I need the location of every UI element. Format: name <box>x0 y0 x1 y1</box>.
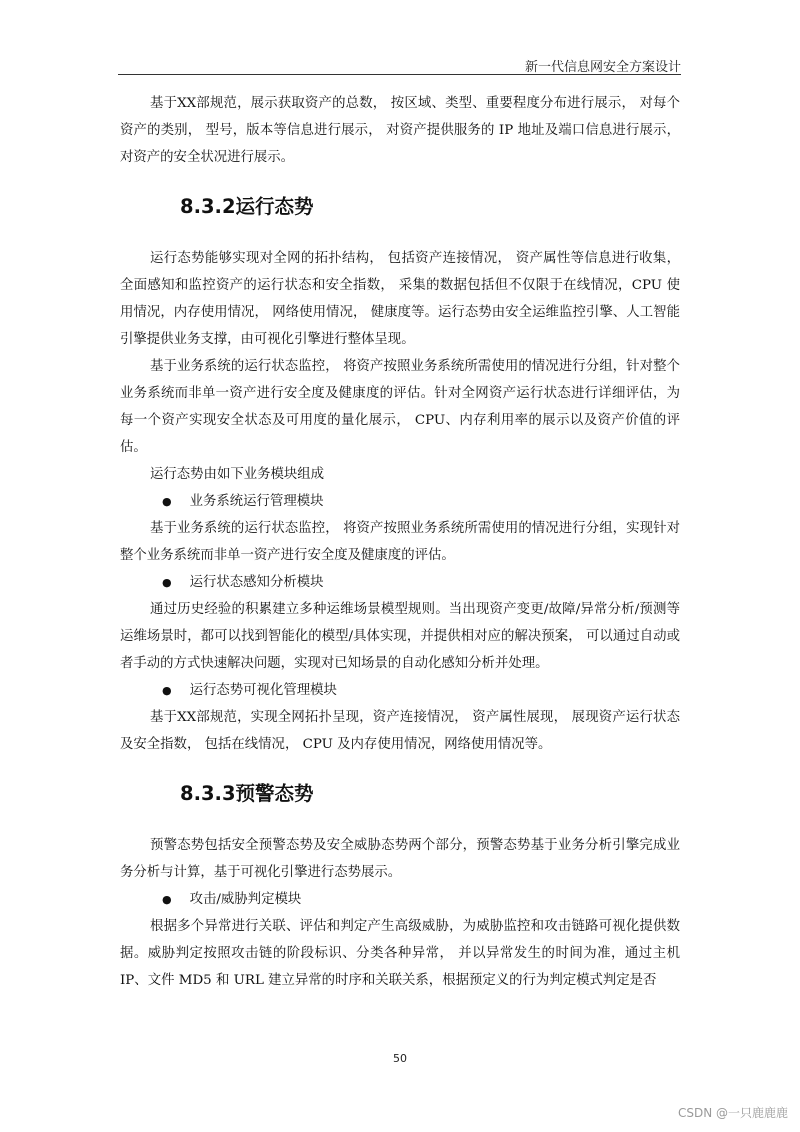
paragraph: 基于业务系统的运行状态监控， 将资产按照业务系统所需使用的情况进行分组，针对整个业务系统而非单一资产进行安全度及健康度的评估。针对全网资产运行状态进行详细评估，为每一个资产实现安全状态及可用度的量化展示， CPU、内存利用率的展示以及资产价值的评估。 <box>120 359 680 455</box>
paragraph: 运行态势能够实现对全网的拓扑结构， 包括资产连接情况， 资产属性等信息进行收集，全面感知和监控资产的运行状态和安全指数， 采集的数据包括但不仅限于在线情况，CPU 使用情况，内存使用情况， 网络使用情况， 健康度等。运行态势由安全运维监控引擎、人工智能引擎提供业务支撑，由可视化引擎进行整体呈现。 <box>120 251 680 347</box>
paragraph: 基于业务系统的运行状态监控， 将资产按照业务系统所需使用的情况进行分组，实现针对整个业务系统而非单一资产进行安全度及健康度的评估。 <box>120 521 680 563</box>
paragraph: 运行态势由如下业务模块组成 <box>150 467 325 482</box>
document-body <box>120 90 680 994</box>
paragraph: 根据多个异常进行关联、评估和判定产生高级威胁，为威胁监控和攻击链路可视化提供数据。威胁判定按照攻击链的阶段标识、分类各种异常， 并以异常发生的时间为准，通过主机 IP、文件 MD5 和 URL 建立异常的时序和关联关系，根据预定义的行为判定模式判定是否 <box>120 919 680 988</box>
bullet-label: 运行态势可视化管理模块 <box>189 683 337 698</box>
bullet-label: 攻击/威胁判定模块 <box>189 892 302 907</box>
watermark: CSDN @一只鹿鹿鹿 <box>677 1106 788 1120</box>
header-rule <box>118 74 681 75</box>
bullet-icon: ● <box>162 576 172 589</box>
running-header: 新一代信息网安全方案设计 <box>524 60 681 75</box>
paragraph: 预警态势包括安全预警态势及安全威胁态势两个部分，预警态势基于业务分析引擎完成业务分析与计算，基于可视化引擎进行态势展示。 <box>120 838 680 880</box>
bullet-item <box>120 677 680 704</box>
paragraph: 基于XX部规范，展示获取资产的总数， 按区域、类型、重要程度分布进行展示， 对每个资产的类别， 型号，版本等信息进行展示， 对资产提供服务的 IP 地址及端口信息进行展示，对资产的安全状况进行展示。 <box>120 96 680 165</box>
bullet-item <box>120 488 680 515</box>
paragraph: 基于XX部规范，实现全网拓扑呈现，资产连接情况， 资产属性展现， 展现资产运行状态及安全指数， 包括在线情况， CPU 及内存使用情况，网络使用情况等。 <box>120 710 680 752</box>
bullet-label: 业务系统运行管理模块 <box>189 494 324 509</box>
paragraph: 通过历史经验的积累建立多种运维场景模型规则。当出现资产变更/故障/异常分析/预测等运维场景时，都可以找到智能化的模型/具体实现，并提供相对应的解决预案， 可以通过自动或者手动的方式快速解决问题，实现对已知场景的自动化感知分析并处理。 <box>120 602 680 671</box>
bullet-icon: ● <box>162 893 172 906</box>
page-number: 50 <box>393 1052 407 1065</box>
section-heading: 8.3.2运行态势 <box>180 195 314 218</box>
bullet-item <box>120 569 680 596</box>
bullet-label: 运行状态感知分析模块 <box>189 575 324 590</box>
bullet-icon: ● <box>162 495 172 508</box>
section-heading: 8.3.3预警态势 <box>180 782 314 805</box>
bullet-icon: ● <box>162 684 172 697</box>
bullet-item <box>120 886 680 913</box>
